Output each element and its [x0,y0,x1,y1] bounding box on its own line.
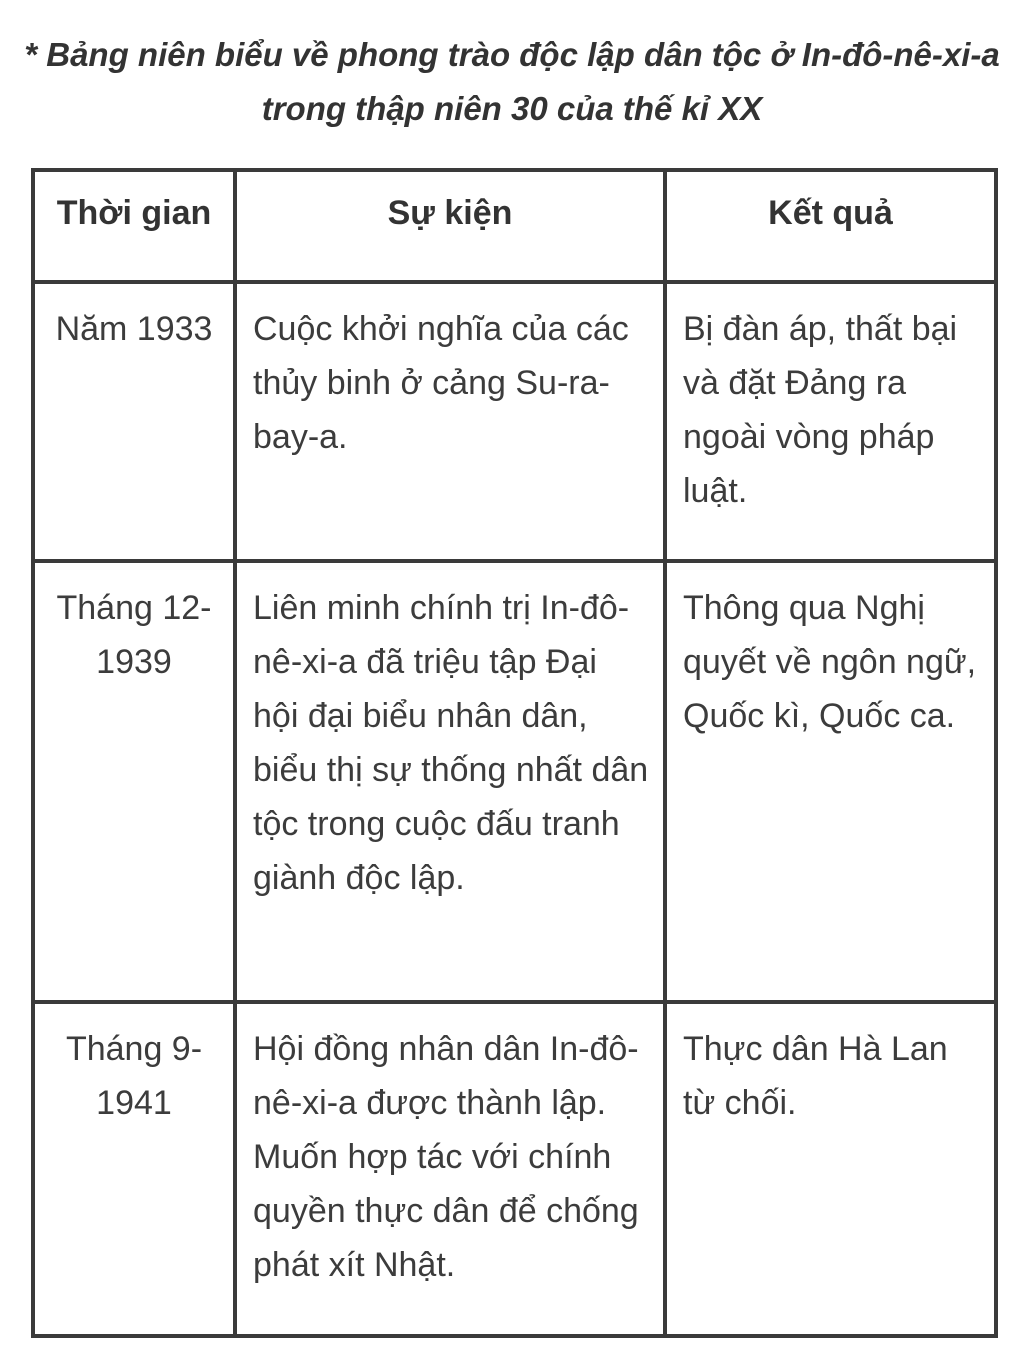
time-cell: Năm 1933 [33,282,235,561]
event-cell: Liên minh chính trị In-đô-nê-xi-a đã triệu tập Đại hội đại biểu nhân dân, biểu thị sự thống nhất dân tộc trong cuộc đấu tranh giành độc lập. [235,561,665,1002]
table-row [33,561,996,1002]
event-cell: Hội đồng nhân dân In-đô-nê-xi-a được thành lập. Muốn hợp tác với chính quyền thực dân để chống phát xít Nhật. [235,1002,665,1336]
time-cell: Tháng 9-1941 [33,1002,235,1336]
time-cell: Tháng 12-1939 [33,561,235,1002]
result-cell: Thông qua Nghị quyết về ngôn ngữ, Quốc kì, Quốc ca. [665,561,996,1002]
table-row [33,1002,996,1336]
result-cell: Thực dân Hà Lan từ chối. [665,1002,996,1336]
header-time: Thời gian [33,170,235,282]
header-event: Sự kiện [235,170,665,282]
event-cell: Cuộc khởi nghĩa của các thủy binh ở cảng Su-ra-bay-a. [235,282,665,561]
timeline-table [31,168,998,1338]
header-result: Kết quả [665,170,996,282]
page-title: * Bảng niên biểu về phong trào độc lập dân tộc ở In-đô-nê-xi-a trong thập niên 30 của thế kỉ XX [24,36,1000,127]
result-cell: Bị đàn áp, thất bại và đặt Đảng ra ngoài vòng pháp luật. [665,282,996,561]
table-row [33,282,996,561]
table-header-row [33,170,996,282]
